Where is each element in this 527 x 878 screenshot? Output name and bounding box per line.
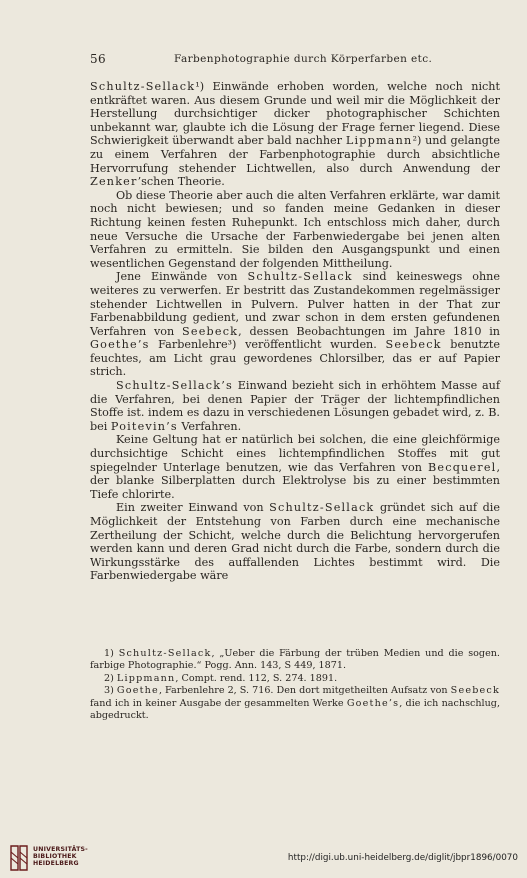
text-run: , die ich nachschlug, abgedruckt. [90, 697, 500, 722]
text-run: Ein zweiter Einwand von [116, 501, 270, 515]
spaced-name: Goethe’s [90, 338, 150, 352]
page-number: 56 [90, 52, 107, 66]
text-run: , „Ueber die Färbung der trüben Medien und die sogen. farbige Photographie.“ Pogg. Ann. 143, S 449, 1871. [90, 648, 500, 672]
text-run: benutzte feuchtes, am Licht grau gewordenes Chlorsilber, das er auf Papier strich. [90, 338, 501, 379]
paragraph [90, 270, 500, 379]
footnote [90, 685, 500, 722]
text-run: fand ich in keiner Ausgabe der gesammelten Werke [90, 697, 347, 709]
text-run: , der blanke Silberplatten durch Elektrolyse bis zu einer bestimmten Tiefe chlorirte. [90, 460, 500, 501]
text-run: 1) [104, 648, 119, 659]
spaced-name: Schultz-Sellack [269, 501, 375, 515]
paragraph [90, 379, 500, 433]
paragraph [90, 189, 500, 271]
spaced-name: Poitevin’s [110, 419, 178, 433]
spaced-name: Schultz-Sellack [90, 80, 196, 93]
spaced-name: Goethe’s [346, 697, 400, 709]
footer [0, 836, 527, 878]
spaced-name: Schultz-Sellack’s [116, 379, 233, 393]
spaced-name: Schultz-Sellack [247, 270, 353, 284]
logo-text-line: BIBLIOTHEK [33, 853, 77, 861]
text-run: 3) [104, 685, 117, 697]
text-run: ²) und gelangte zu einem Verfahren der Farbenphotographie durch absichtliche Hervorrufung stehender Lichtwellen, also durch Anwendung der [90, 134, 500, 175]
paragraph [90, 80, 500, 189]
spaced-name: Seebeck [450, 685, 501, 697]
running-title: Farbenphotographie durch Körperfarben etc. [174, 53, 433, 65]
body-text [90, 80, 500, 583]
spaced-name: Seebeck [182, 324, 239, 338]
paragraph [90, 433, 500, 501]
footnote [90, 673, 500, 685]
text-run: Verfahren. [177, 419, 242, 433]
heidelberg-library-logo-icon [8, 844, 30, 872]
text-run: 2) [104, 672, 117, 684]
spaced-name: Seebeck [385, 338, 442, 352]
text-run: , Compt. rend. 112, S. 274. 1891. [175, 672, 338, 684]
spaced-name: Lippmann [116, 672, 176, 684]
spaced-name: Goethe [116, 685, 159, 697]
spaced-name: Becquerel [427, 460, 497, 474]
text-run: Einwand bezieht sich in erhöhtem Masse auf die Verfahren, bei denen Papier der Träger der lichtempfindlichen Stoffe ist. indem es dazu in verschiedenen Lösungen gebadet wird, z. B. bei [90, 379, 500, 433]
text-run: sind keineswegs ohne weiteres zu verwerfen. Er bestritt das Zustandekommen regelmässiger stehender Lichtwellen in Pulvern. Pulver hatten in der That zur Farbenabbildung gedient, und zwar schon in dem ersten gefundenen Verfahren von [90, 270, 500, 338]
source-url-link[interactable]: http://digi.ub.uni-heidelberg.de/diglit/jbpr1896/0070 [287, 853, 518, 863]
library-logo-text [33, 846, 88, 868]
text-run: Ob diese Theorie aber auch die alten Verfahren erklärte, war damit noch nicht bewiesen; und so fanden meine Gedanken in dieser Richtung keinen festen Ruhepunkt. Ich entschloss mich daher, durch neue Versuche die Ursache der Farbenwiedergabe bei jenen alten Verfahren zu ermitteln. Sie bilden den Ausgangspunkt und einen wesentlichen Gegenstand der folgenden Mittheilung. [90, 188, 500, 270]
logo-text-line: UNIVERSITÄTS- [33, 846, 88, 853]
spaced-name: Lippmann [345, 134, 413, 148]
text-run: ’schen Theorie. [137, 175, 225, 189]
text-run: Farbenlehre³) veröffentlicht wurden. [149, 338, 386, 352]
spaced-name: Zenker [90, 175, 138, 189]
text-run: gründet sich auf die Möglichkeit der Entstehung von Farben durch eine mechanische Zertheilung der Schicht, welche durch die Belichtung hervorgerufen werden kann und deren Grad nicht durch die Farbe, sondern durch die Wirkungsstärke des auffallenden Lichtes bestimmt wird. Die Farbenwiedergabe wäre [90, 501, 500, 583]
footnotes [90, 648, 500, 722]
paragraph [90, 501, 500, 583]
logo-text-line: HEIDELBERG [33, 860, 79, 868]
footnote [90, 648, 500, 673]
text-run: ¹) Einwände erhoben worden, welche noch nicht entkräftet waren. Aus diesem Grunde und weil mir die Möglichkeit der Herstellung durchsichtiger dicker photographischer Schichten unbekannt war, glaubte ich die Lösung der Frage ferner liegend. Diese Schwierigkeit überwandt aber bald nachher [90, 80, 500, 148]
spaced-name: Schultz-Sellack [118, 648, 212, 659]
text-run: , Farbenlehre 2, S. 716. Den dort mitgetheilten Aufsatz von [158, 685, 451, 697]
text-run: Jene Einwände von [116, 270, 248, 284]
text-run: , dessen Beobachtungen im Jahre 1810 in [238, 324, 500, 338]
page-header [90, 52, 500, 68]
text-run: Keine Geltung hat er natürlich bei solchen, die eine gleichförmige durchsichtige Schicht eines lichtempfindlichen Stoffes mit gut spiegelnder Unterlage benutzen, wie das Verfahren von [90, 433, 500, 474]
